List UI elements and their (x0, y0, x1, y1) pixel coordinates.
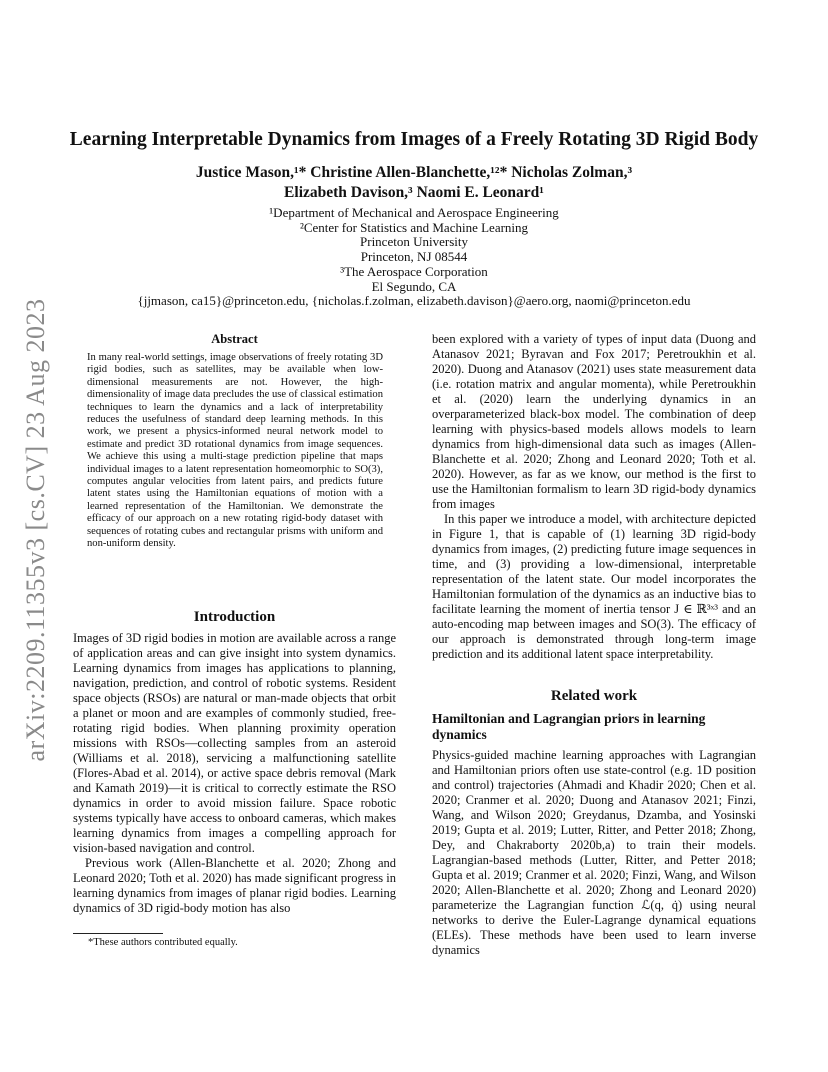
introduction-heading: Introduction (193, 609, 276, 625)
related-paragraph-1: Physics-guided machine learning approaches with Lagrangian and Hamiltonian priors often use state-control (e.g. 1D position and control) trajectories (Ahmadi and Khadir 2020; Chen et al. 2020; Cranmer et al. 2020; Duong and Atanasov 2021; Finzi, Wang, and Wilson 2020; Greydanus, Dzamba, and Yosinski 2019; Gupta et al. 2019; Lutter, Ritter, and Petter 2018; Zhong, Dey, and Chakraborty 2020b,a) to train their models. Lagrangian-based methods (Lutter, Ritter, and Petter 2018; Gupta et al. 2019; Cranmer et al. 2020; Finzi, Wang, and Wilson 2020; Allen-Blanchette et al. 2020; Zhong and Leonard 2020) parameterize the Lagrangian function ℒ(q, q̇) using neural networks to derive the Euler-Lagrange dynamical equations (ELEs). These methods have been used to learn inverse dynamics (432, 748, 756, 957)
author-list (60, 163, 768, 203)
related-subheading: Hamiltonian and Lagrangian priors in learning dynamics (432, 711, 706, 742)
affiliation-line: ²Center for Statistics and Machine Learning (299, 219, 529, 235)
affiliation-line: ³The Aerospace Corporation (340, 263, 488, 279)
abstract-heading: Abstract (211, 332, 258, 346)
paper-title: Learning Interpretable Dynamics from Images of a Freely Rotating 3D Rigid Body (69, 129, 759, 150)
related-work-heading: Related work (550, 688, 638, 704)
abstract-text: In many real-world settings, image observations of freely rotating 3D rigid bodies, such as satellites, may be available when low-dimensional measurements are not. However, the high-dimensionality of image data precludes the use of classical estimation techniques to learn the dynamics and a lack of interpretability reduces the usefulness of standard deep learning methods. In this work, we present a physics-informed neural network model to estimate and predict 3D rotational dynamics from image sequences. We achieve this using a multi-stage prediction pipeline that maps individual images to a latent representation homeomorphic to SO(3), computes angular velocities from latent pairs, and predicts future latent states using the Hamiltonian equations of motion with a learned representation of the Hamiltonian. We demonstrate the efficacy of our approach on a new rotating rigid-body dataset with sequences of rotating cubes and rectangular prisms with uniform and non-uniform density. (87, 352, 383, 550)
affiliation-line: El Segundo, CA (371, 278, 457, 294)
introduction-section (73, 609, 396, 916)
affiliations (60, 206, 768, 309)
arxiv-stamp (16, 290, 56, 770)
affiliation-line: Princeton University (360, 234, 468, 250)
intro-paragraph-1: Images of 3D rigid bodies in motion are available across a range of application areas and can give insight into system dynamics. Learning dynamics from images has applications to planning, navigation, prediction, and control of robotic systems. Resident space objects (RSOs) are natural or man-made objects that orbit a planet or moon and are examples of commonly studied, free-rotating rigid bodies. When planning proximity operation missions with RSOs—collecting samples from an asteroid (Williams et al. 2018), servicing a malfunctioning satellite (Flores-Abad et al. 2014), or active space debris removal (Mark and Kamath 2019)—it is critical to correctly estimate the RSO dynamics in order to avoid mission failure. Space robotic systems typically have access to onboard cameras, which makes learning dynamics from images a compelling approach for vision-based navigation and control. (73, 631, 396, 855)
email-line: {jjmason, ca15}@princeton.edu, {nicholas.f.zolman, elizabeth.davison}@aero.org, naomi@princeton.edu (137, 293, 691, 309)
related-work-section (432, 688, 756, 958)
footnote: *These authors contributed equally. (88, 937, 238, 948)
authors-line-2: Elizabeth Davison,³ Naomi E. Leonard¹ (284, 184, 544, 201)
arxiv-id: arXiv:2209.11355v3 [cs.CV] 23 Aug 2023 (21, 298, 50, 762)
authors-line-1: Justice Mason,¹* Christine Allen-Blanchette,¹²* Nicholas Zolman,³ (195, 164, 633, 181)
right-column (432, 332, 756, 662)
footnote-rule (73, 933, 163, 934)
affiliation-line: ¹Department of Mechanical and Aerospace Engineering (269, 205, 559, 220)
affiliation-line: Princeton, NJ 08544 (360, 249, 468, 265)
right-paragraph-2: In this paper we introduce a model, with architecture depicted in Figure 1, that is capable of (1) learning 3D rigid-body dynamics from images, (2) predicting future image sequences in time, and (3) providing a low-dimensional, interpretable representation of the latent state. Our model incorporates the Hamiltonian formulation of the dynamics as an inductive bias to facilitate learning the moment of inertia tensor J ∈ ℝ³ˣ³ and an auto-encoding map between images and SO(3). The efficacy of our approach is demonstrated through long-term image prediction and its additional latent space interpretability. (432, 512, 756, 661)
intro-paragraph-2: Previous work (Allen-Blanchette et al. 2020; Zhong and Leonard 2020; Toth et al. 2020) has made significant progress in learning dynamics from images of planar rigid bodies. Learning dynamics of 3D rigid-body motion has also (73, 856, 396, 915)
right-paragraph-1: been explored with a variety of types of input data (Duong and Atanasov 2021; Byravan and Fox 2017; Peretroukhin et al. 2020). Duong and Atanasov (2021) uses state measurement data (i.e. rotation matrix and angular momenta), while Peretroukhin et al. (2020) learn the underlying dynamics in an overparameterized black-box model. The combination of deep learning with physics-based models allows models to learn dynamics from high-dimensional data such as images (Allen-Blanchette et al. 2020; Zhong and Leonard 2020; Toth et al. 2020). However, as far as we know, our method is the first to use the Hamiltonian formalism to learn 3D rigid-body dynamics from images (432, 332, 756, 511)
